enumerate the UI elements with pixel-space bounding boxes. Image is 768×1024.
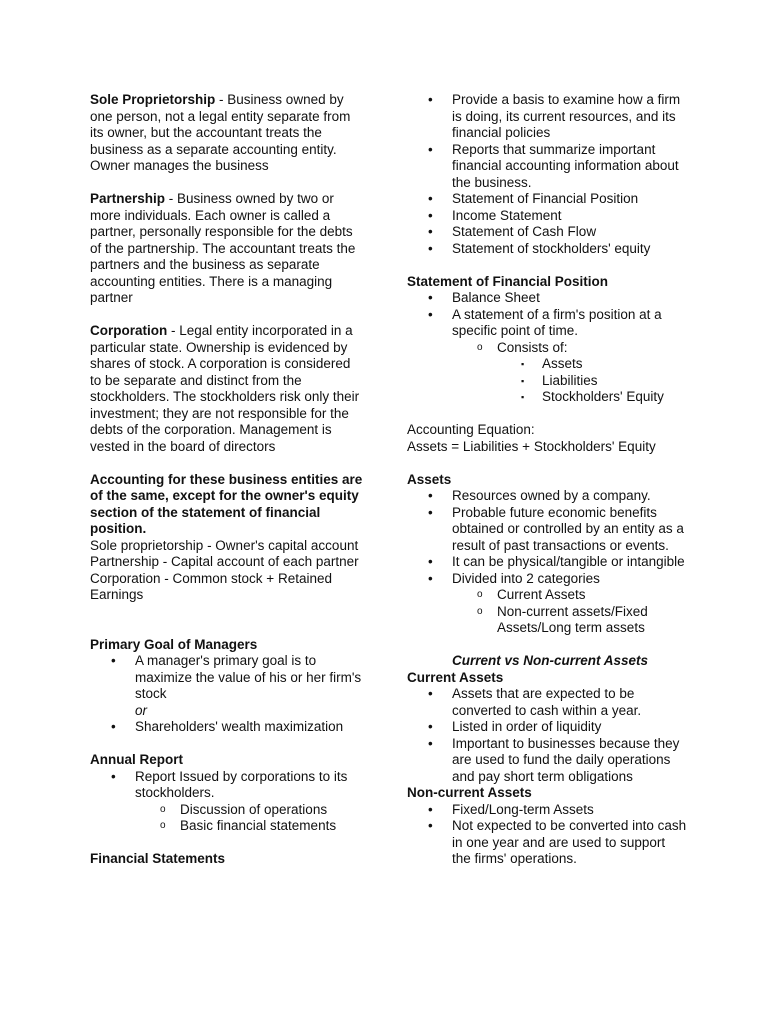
list-item: [407, 191, 687, 208]
assets-item-text: Resources owned by a company.: [452, 488, 651, 503]
list-item: [407, 719, 687, 736]
bullet-marker: •: [428, 719, 433, 734]
circle-marker: o: [477, 589, 483, 600]
current-item-text: Listed in order of liquidity: [452, 719, 602, 734]
list-item: [407, 142, 687, 192]
list-item: [90, 769, 365, 802]
sole-proprietorship-paragraph: [90, 92, 365, 175]
sfp-consists-text: Consists of:: [497, 339, 568, 355]
current-assets-list: [407, 686, 687, 785]
assets-list: [407, 488, 687, 637]
list-item: [407, 736, 687, 786]
circle-marker: o: [160, 820, 166, 831]
list-item: [90, 818, 365, 835]
list-item: [407, 686, 687, 719]
annual-subitem-text: Discussion of operations: [180, 801, 328, 817]
bullet-marker: •: [428, 306, 433, 322]
current-vs-noncurrent-heading: Current vs Non-current Assets: [452, 653, 649, 668]
fs-item-text: Income Statement: [452, 207, 562, 223]
accounting-line-corporation: Corporation - Common stock + Retained Earnings: [90, 570, 332, 602]
accounting-line-partnership: Partnership - Capital account of each partner: [90, 554, 359, 569]
list-item: [407, 604, 687, 637]
sfp-item-text: Balance Sheet: [452, 290, 540, 305]
right-column: [407, 92, 687, 868]
list-item: [407, 389, 687, 406]
goal-or-text: or: [135, 702, 148, 718]
accounting-equation-formula: Assets = Liabilities + Stockholders' Equity: [407, 438, 656, 454]
sole-proprietorship-term: Sole Proprietorship: [90, 92, 216, 107]
fs-item-text: Statement of Financial Position: [452, 191, 639, 206]
financial-statements-list: [407, 92, 687, 257]
noncurrent-item-text: Not expected to be converted into cash in one year and are used to support the firms' operations.: [452, 818, 687, 866]
partnership-term: Partnership: [90, 191, 166, 206]
bullet-marker: •: [428, 240, 433, 256]
bullet-marker: •: [428, 818, 433, 833]
list-item: [407, 802, 687, 819]
accounting-entities-heading: Accounting for these business entities are of the same, except for the owner's equity section of the statement of financial position.: [90, 471, 363, 536]
noncurrent-assets-list: [407, 802, 687, 868]
assets-item-text: Probable future economic benefits obtained or controlled by an entity as a result of past transactions or events.: [452, 504, 684, 553]
square-marker: ▪: [521, 392, 525, 402]
list-item: [407, 340, 687, 357]
assets-category-text: Non-current assets/Fixed Assets/Long term assets: [497, 603, 648, 635]
list-item: [90, 653, 365, 719]
partnership-definition: - Business owned by two or more individuals. Each owner is called a partner, personally responsible for the debts of the partnership. The accountant treats the partners and the business as separate accounting entities. There is a managing partner: [90, 191, 356, 305]
list-item: [407, 290, 687, 307]
bullet-marker: •: [428, 570, 433, 586]
bullet-marker: •: [428, 207, 433, 223]
assets-item-text: It can be physical/tangible or intangible: [452, 554, 685, 569]
annual-report-heading: Annual Report: [90, 752, 183, 767]
annual-subitem-text: Basic financial statements: [180, 818, 337, 833]
financial-statements-heading: Financial Statements: [90, 851, 226, 866]
fs-item-text: Reports that summarize important financial accounting information about the business.: [452, 141, 679, 190]
bullet-marker: •: [111, 719, 116, 734]
fs-item-text: Provide a basis to examine how a firm is doing, its current resources, and its financial policies: [452, 92, 681, 140]
goal-item-text: A manager's primary goal is to maximize the value of his or her firm's stock: [135, 653, 362, 701]
bullet-marker: •: [428, 92, 433, 107]
list-item: [407, 224, 687, 241]
bullet-marker: •: [428, 801, 433, 817]
sole-proprietorship-definition: - Business owned by one person, not a legal entity separate from its owner, but the accountant treats the business as a separate accounting entity. Owner manages the business: [90, 92, 351, 173]
assets-category-text: Current Assets: [497, 587, 586, 602]
list-item: [407, 571, 687, 588]
list-item: [407, 587, 687, 604]
noncurrent-assets-heading: Non-current Assets: [407, 785, 532, 800]
annual-item-text: Report Issued by corporations to its stockholders.: [135, 768, 348, 800]
circle-marker: o: [477, 605, 483, 617]
bullet-marker: •: [428, 191, 433, 206]
fs-item-text: Statement of Cash Flow: [452, 224, 597, 239]
list-item: [407, 818, 687, 868]
accounting-equation-label: Accounting Equation:: [407, 422, 535, 437]
bullet-marker: •: [428, 141, 433, 157]
bullet-marker: •: [428, 488, 433, 503]
sfp-part-text: Assets: [542, 356, 583, 371]
square-marker: ▪: [521, 375, 525, 386]
square-marker: ▪: [521, 359, 525, 369]
annual-report-list: [90, 769, 365, 835]
left-column: [90, 92, 365, 868]
bullet-marker: •: [428, 686, 433, 701]
current-item-text: Important to businesses because they are used to fund the daily operations and pay short term obligations: [452, 735, 680, 784]
bullet-marker: •: [111, 653, 116, 668]
bullet-marker: •: [428, 735, 433, 751]
list-item: [407, 307, 687, 340]
circle-marker: o: [160, 803, 166, 815]
noncurrent-item-text: Fixed/Long-term Assets: [452, 801, 594, 817]
list-item: [407, 241, 687, 258]
list-item: [407, 208, 687, 225]
current-assets-heading: Current Assets: [407, 669, 504, 685]
fs-item-text: Statement of stockholders' equity: [452, 240, 651, 256]
sfp-item-text: A statement of a firm's position at a specific point of time.: [452, 306, 662, 338]
goal-item-text: Shareholders' wealth maximization: [135, 719, 344, 734]
sfp-part-text: Stockholders' Equity: [542, 389, 664, 404]
bullet-marker: •: [111, 768, 116, 784]
list-item: [407, 356, 687, 373]
bullet-marker: •: [428, 290, 433, 305]
bullet-marker: •: [428, 554, 433, 569]
list-item: [407, 488, 687, 505]
list-item: [90, 719, 365, 736]
accounting-line-sole: Sole proprietorship - Owner's capital account: [90, 537, 359, 553]
sfp-part-text: Liabilities: [542, 372, 598, 388]
list-item: [407, 505, 687, 555]
list-item: [407, 373, 687, 390]
list-item: [407, 554, 687, 571]
sfp-heading: Statement of Financial Position: [407, 273, 609, 289]
bullet-marker: •: [428, 504, 433, 520]
corporation-definition: - Legal entity incorporated in a particular state. Ownership is evidenced by shares of stock. A corporation is considered to be separate and distinct from the stockholders. The stockholders risk only their investment; they are not responsible for the debts of the corporation. Management is vested in the board of directors: [90, 323, 360, 454]
corporation-paragraph: [90, 323, 365, 455]
bullet-marker: •: [428, 224, 433, 239]
current-item-text: Assets that are expected to be converted to cash within a year.: [452, 686, 642, 718]
circle-marker: o: [477, 341, 483, 353]
list-item: [407, 92, 687, 142]
sfp-list: [407, 290, 687, 406]
assets-item-text: Divided into 2 categories: [452, 570, 600, 586]
primary-goal-list: [90, 653, 365, 736]
partnership-paragraph: [90, 191, 365, 307]
primary-goal-heading: Primary Goal of Managers: [90, 636, 258, 652]
assets-heading: Assets: [407, 471, 452, 487]
corporation-term: Corporation: [90, 323, 168, 338]
list-item: [90, 802, 365, 819]
